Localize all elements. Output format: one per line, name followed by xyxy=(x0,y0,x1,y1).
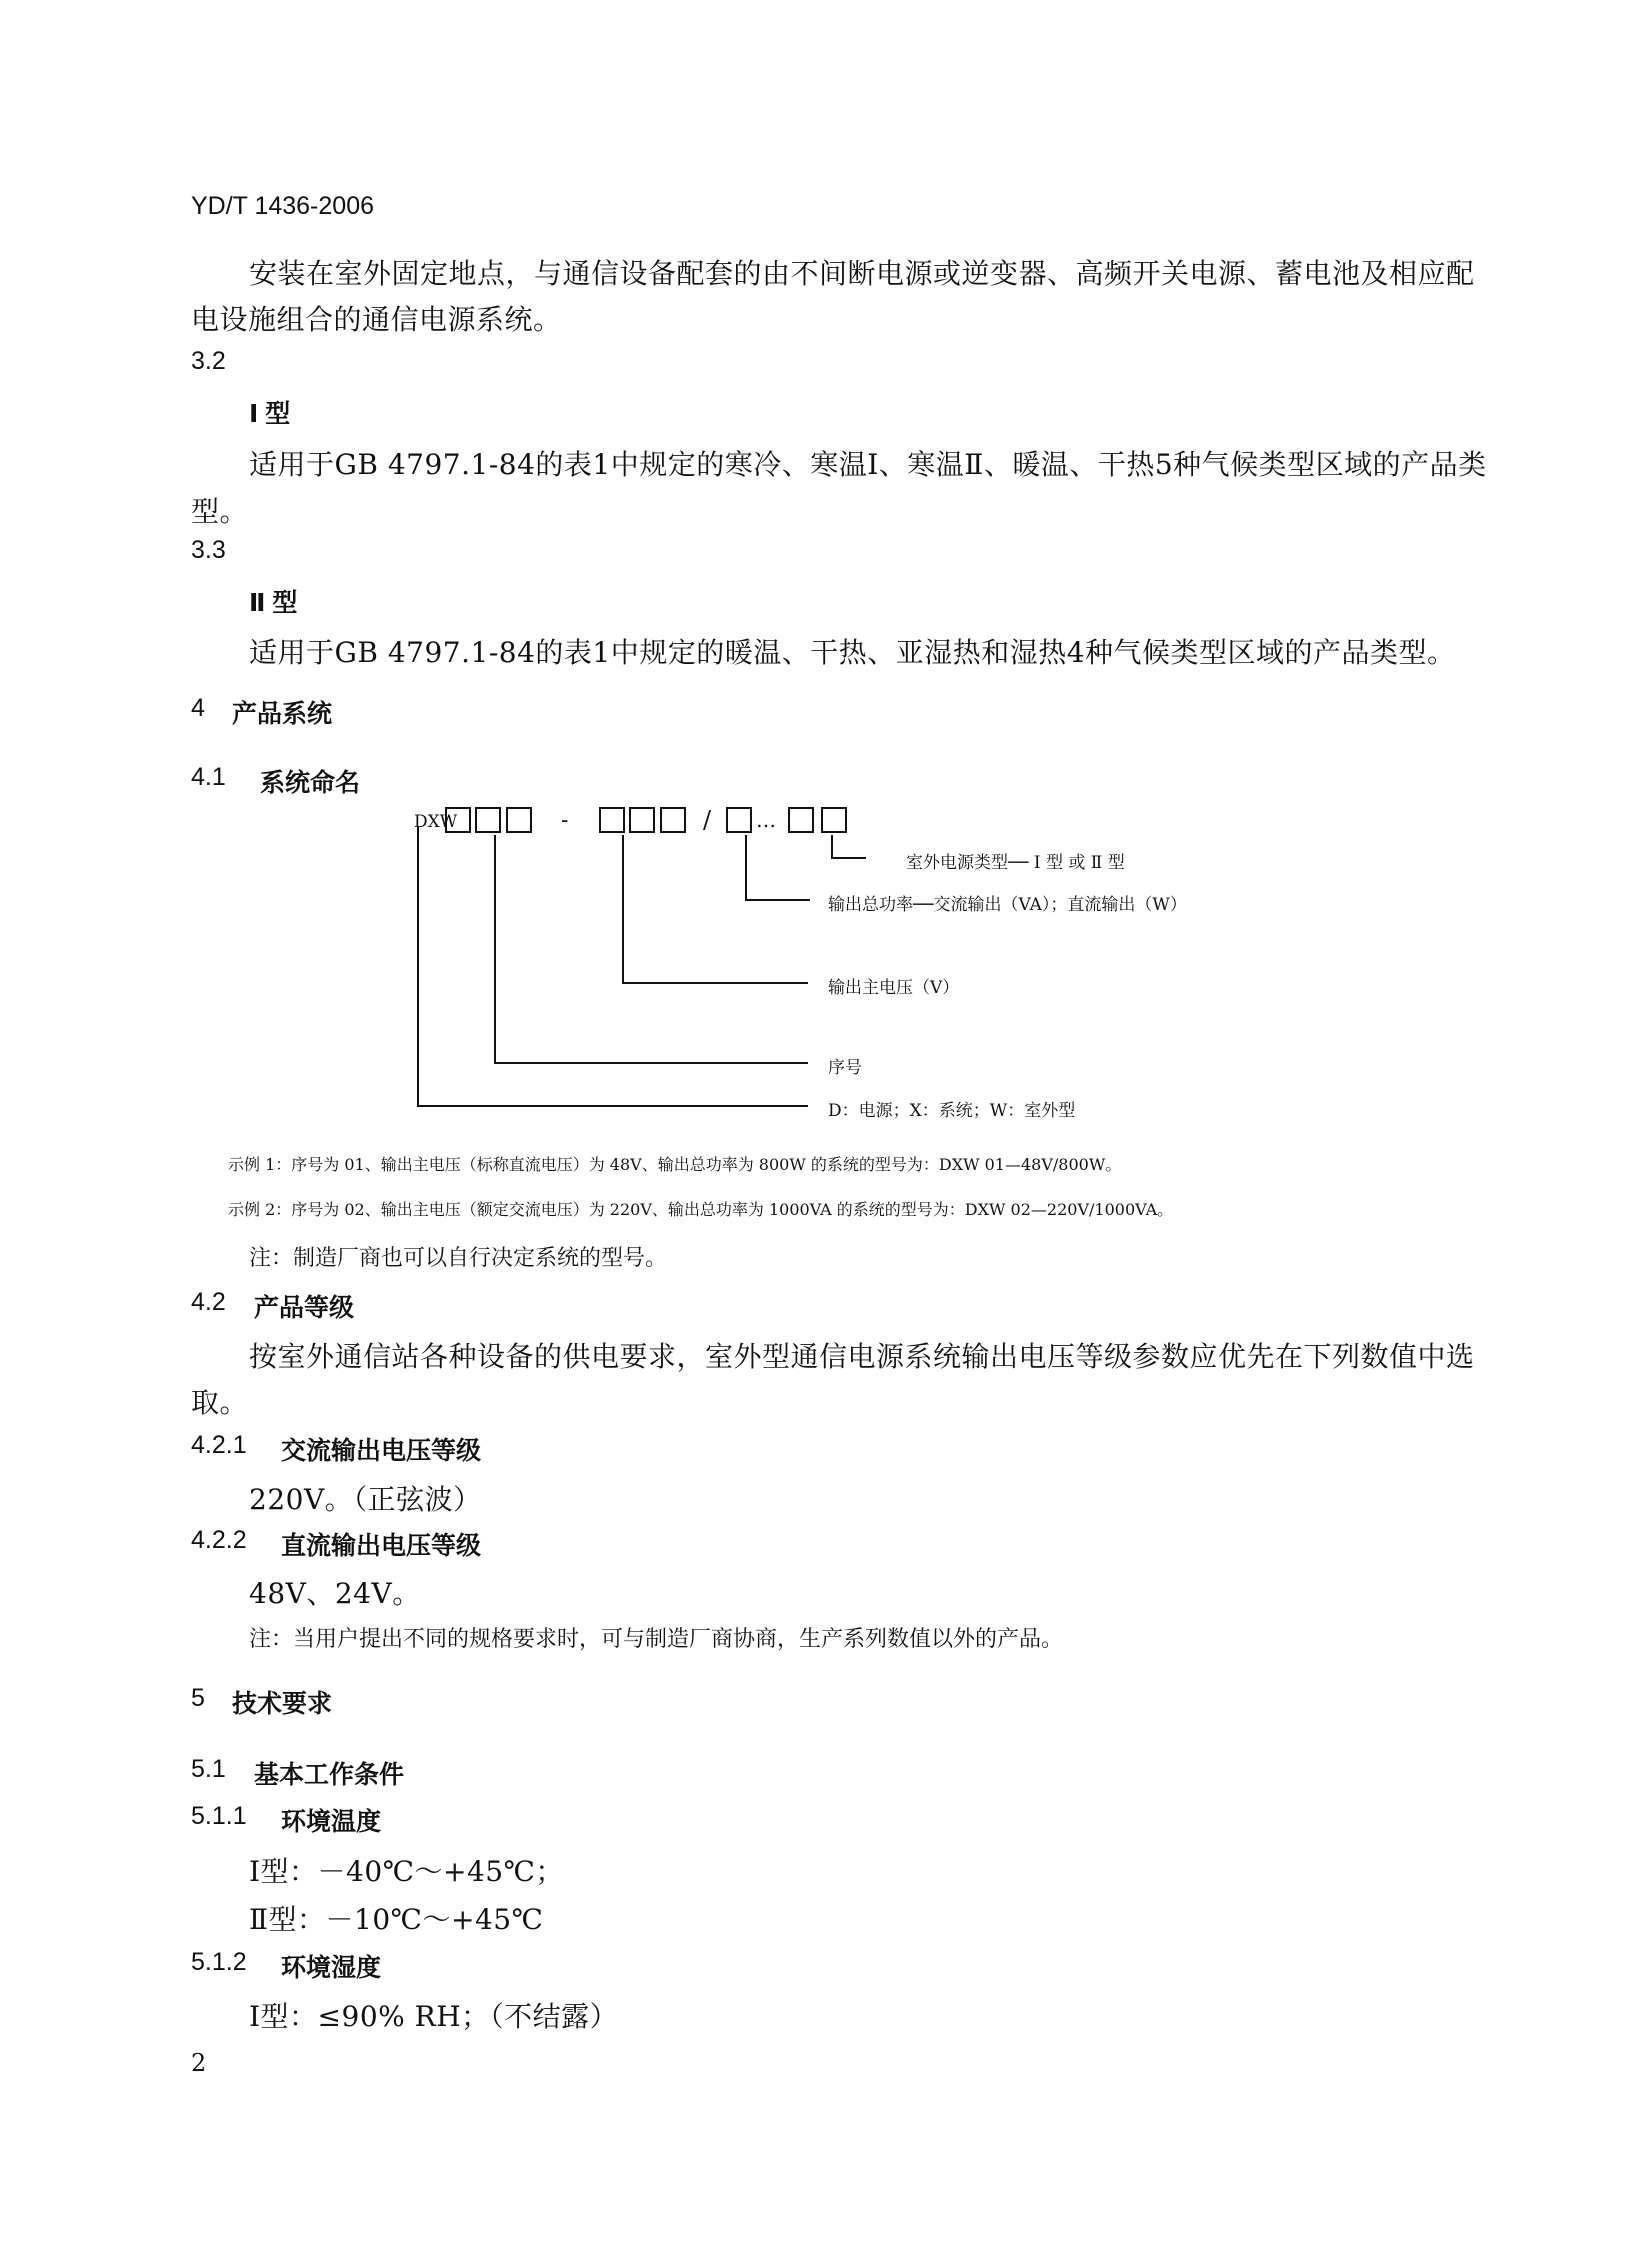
voltage-box xyxy=(600,808,624,832)
section-number: 3.2 xyxy=(191,347,226,375)
section-number: 5.1 xyxy=(191,1755,226,1783)
section-title: 产品等级 xyxy=(254,1294,355,1322)
label-outdoor-type: 室外电源类型── Ⅰ 型 或 Ⅱ 型 xyxy=(906,853,1125,873)
section-title: 基本工作条件 xyxy=(254,1761,405,1789)
paragraph-line: 取。 xyxy=(191,1386,249,1419)
paragraph-line: Ⅰ型：≤90% RH；（不结露） xyxy=(249,2000,619,2033)
label-code: D：电源；X：系统；W：室外型 xyxy=(828,1101,1076,1121)
section-number: 3.3 xyxy=(191,536,226,564)
model-ellipsis: … xyxy=(756,808,776,832)
section-number: 4 xyxy=(191,694,205,722)
section-number: 5.1.2 xyxy=(191,1948,247,1976)
paragraph-line: 安装在室外固定地点，与通信设备配套的由不间断电源或逆变器、高频开关电源、蓄电池及相应配 xyxy=(249,257,1475,290)
section-title: 技术要求 xyxy=(232,1690,333,1718)
section-title: Ⅰ 型 xyxy=(249,400,291,428)
section-number: 4.2.1 xyxy=(191,1431,247,1459)
serial-box xyxy=(507,808,531,832)
page-number: 2 xyxy=(191,2049,207,2077)
section-number: 5 xyxy=(191,1684,205,1712)
section-title: 系统命名 xyxy=(260,769,361,797)
paragraph-line: Ⅱ型：－10℃～+45℃ xyxy=(249,1903,544,1936)
document-id: YD/T 1436-2006 xyxy=(191,192,374,220)
example-1: 示例 1：序号为 01、输出主电压（标称直流电压）为 48V、输出总功率为 800W 的系统的型号为：DXW 01—48V/800W。 xyxy=(228,1155,1122,1174)
serial-leader xyxy=(495,835,808,1063)
section-title: 直流输出电压等级 xyxy=(281,1532,482,1560)
serial-box xyxy=(476,808,500,832)
section-title: 环境温度 xyxy=(281,1808,382,1836)
label-output-voltage: 输出主电压（V） xyxy=(828,978,960,998)
note: 注：当用户提出不同的规格要求时，可与制造厂商协商，生产系列数值以外的产品。 xyxy=(249,1627,1064,1652)
label-output-power: 输出总功率──交流输出（VA）；直流输出（W） xyxy=(828,895,1187,915)
note: 注：制造厂商也可以自行决定系统的型号。 xyxy=(249,1246,668,1271)
model-prefix: DXW xyxy=(414,812,458,832)
section-title: 产品系统 xyxy=(232,700,333,728)
section-title: Ⅱ 型 xyxy=(249,589,298,617)
voltage-box xyxy=(661,808,685,832)
paragraph-line: Ⅰ型：－40℃～+45℃； xyxy=(249,1855,564,1888)
type-box xyxy=(822,808,846,832)
section-number: 4.2 xyxy=(191,1288,226,1316)
paragraph-line: 适用于GB 4797.1-84的表1中规定的暖温、干热、亚湿热和湿热4种气候类型区域的产品类型。 xyxy=(249,636,1456,669)
type-leader xyxy=(832,835,866,858)
paragraph-line: 按室外通信站各种设备的供电要求，室外型通信电源系统输出电压等级参数应优先在下列数值中选 xyxy=(249,1340,1475,1373)
section-number: 4.1 xyxy=(191,763,226,791)
paragraph-line: 48V、24V。 xyxy=(249,1577,421,1610)
section-title: 环境湿度 xyxy=(281,1954,382,1982)
model-slash: / xyxy=(703,806,712,834)
voltage-box xyxy=(630,808,654,832)
voltage-leader xyxy=(623,835,808,983)
paragraph-line: 220V。（正弦波） xyxy=(249,1483,482,1516)
power-box xyxy=(789,808,813,832)
section-number: 5.1.1 xyxy=(191,1802,247,1830)
power-leader xyxy=(746,835,810,900)
model-dash: - xyxy=(561,808,569,833)
paragraph-line: 型。 xyxy=(191,495,249,528)
paragraph-line: 电设施组合的通信电源系统。 xyxy=(191,303,562,336)
example-2: 示例 2：序号为 02、输出主电压（额定交流电压）为 220V、输出总功率为 1000VA 的系统的型号为：DXW 02—220V/1000VA。 xyxy=(228,1200,1174,1219)
power-box xyxy=(727,808,751,832)
section-title: 交流输出电压等级 xyxy=(281,1437,482,1465)
label-serial: 序号 xyxy=(828,1058,862,1078)
section-number: 4.2.2 xyxy=(191,1526,247,1554)
paragraph-line: 适用于GB 4797.1-84的表1中规定的寒冷、寒温Ⅰ、寒温Ⅱ、暖温、干热5种气候类型区域的产品类 xyxy=(249,448,1487,481)
